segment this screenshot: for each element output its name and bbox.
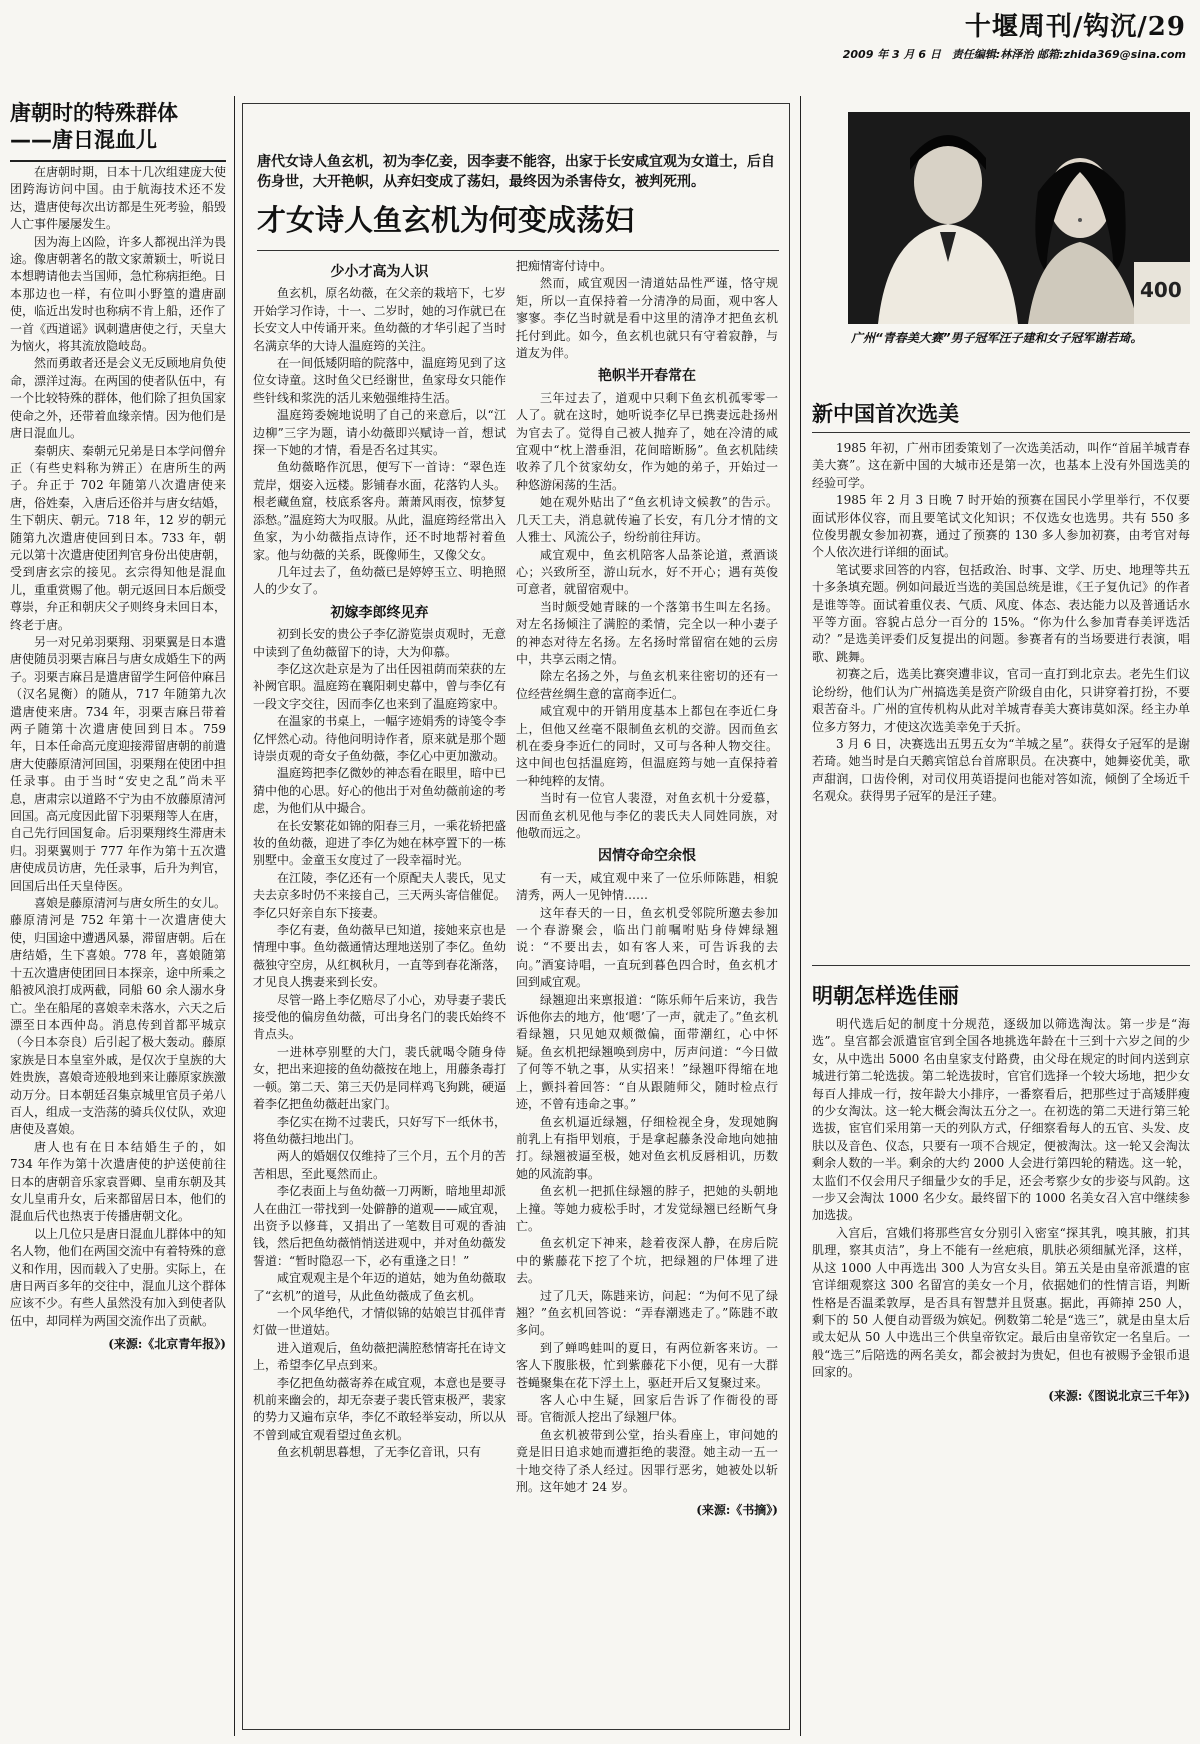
paragraph: 把痴情寄付诗中。 <box>516 259 613 273</box>
right-article1-body <box>812 440 1190 950</box>
paragraph: 除左名扬之外，与鱼玄机来往密切的还有一位经营丝绸生意的富商李近仁。 <box>516 669 778 701</box>
left-title-line2: ——唐日混血儿 <box>10 128 157 152</box>
paragraph: 几年过去了，鱼幼薇已是婷婷玉立、明艳照人的少女了。 <box>253 564 506 597</box>
paragraph: 在一间低矮阴暗的院落中，温庭筠见到了这位女诗童。这时鱼父已经谢世，鱼家母女只能作些针线和浆洗的活儿来勉强维持生活。 <box>253 356 506 405</box>
paragraph: 当时有一位官人裴澄，对鱼玄机十分爱慕，因而鱼玄机见他与李亿的裴氏夫人同姓同族，对他敬而远之。 <box>516 791 778 840</box>
column-divider-left <box>234 96 235 1736</box>
paragraph: 有一天，咸宜观中来了一位乐师陈韪，相貌清秀，两人一见钟情…… <box>516 870 778 903</box>
paragraph: 她在观外贴出了“鱼玄机诗文候教”的告示。几天工夫，消息就传遍了长安，有几分才情的文人雅士、风流公子，纷纷前往拜访。 <box>516 495 778 545</box>
paragraph: 3 月 6 日，决赛选出五男五女为“羊城之星”。获得女子冠军的是谢若琦。她当时是白天鹅宾馆总台首席职员。在决赛中，她舞姿优美，歌声甜润，口齿伶俐，对司仪用英语提问也能对答如流，倾倒了全场近千名观众。获得男子冠军的是汪子建。 <box>812 736 1190 804</box>
paragraph: 李亿有妻，鱼幼薇早已知道，接她来京也是情理中事。鱼幼薇通情达理地送别了李亿。鱼幼薇独守空房，从红枫秋月，一直等到春花渐落，才见良人携妻来到长安。 <box>253 923 506 990</box>
paragraph: 鱼玄机逼近绿翘，仔细检视全身，发现她胸前乳上有指甲划痕，于是拿起藤条没命地向她抽打。绿翘被逼至极，她对鱼玄机反唇相讥，历数她的风流韵事。 <box>516 1114 778 1181</box>
source-note: (来源:《图说北京三千年》) <box>1048 1388 1190 1403</box>
paragraph: 两人的婚姻仅仅维持了三个月，五个月的苦苦相思，至此戛然而止。 <box>253 1149 506 1181</box>
paragraph: 一个风华绝代，才情似锦的姑娘岂甘孤伴青灯做一世道姑。 <box>253 1305 506 1338</box>
paragraph: 唐人也有在日本结婚生子的，如 734 年作为第十次遣唐使的护送使前往日本的唐朝音乐家袁晋卿、皇甫东朝及其女儿皇甫升女，后来都留居日本，他们的混血后代也热衷于传播唐朝文化。 <box>10 1139 226 1224</box>
paragraph: 喜娘是藤原清河与唐女所生的女儿。藤原清河是 752 年第十一次遣唐使大使，归国途中遭遇风暴，滞留唐朝。后在唐结婚，生下喜娘。778 年，喜娘随第十五次遣唐使团回日本探亲，途中所乘之船被风浪打成两截，同船 60 余人溺水身亡。坐在船尾的喜娘幸未落水，六天之后漂至日本西仲岛。消息传到首都平城京（今日本奈良）后引起了极大轰动。藤原家族是日本皇室外戚，是仅次于皇族的大姓贵族，喜娘奇迹般地到来让藤原家族激动万分。日本朝廷召集京城里官员子弟八百人，组成一支浩荡的骑兵仪仗队，欢迎唐使及喜娘。 <box>10 896 226 1137</box>
paragraph: 三年过去了，道观中只剩下鱼玄机孤零零一人了。就在这时，她听说李亿早已携妻远赴扬州为官去了。觉得自己被人抛弃了，她在冷清的咸宜观中“枕上潜垂泪，花间暗断肠”。鱼玄机陆续收养了几个贫家幼女，作为她的弟子，开始过一种悠游闲荡的生活。 <box>516 390 778 492</box>
paragraph: 鱼玄机被带到公堂，抬头看座上，审问她的竟是旧日追求她而遭拒绝的裴澄。她主动一五一十地交待了杀人经过。因罪行恶劣，她被处以斩刑。这年她才 24 岁。 <box>516 1427 778 1495</box>
paragraph: 一进林亭别墅的大门，裴氏就喝令随身侍女，把出来迎接的鱼幼薇按在地上，用藤条毒打一顿。第二天、第三天仍是同样鸡飞狗跳，硬逼着李亿把鱼幼薇赶出家门。 <box>253 1044 506 1112</box>
paragraph: 明代选后妃的制度十分规范，逐级加以筛选淘汰。第一步是“海选”。皇宫都会派遣宦官到全国各地挑选年龄在十三到十六岁之间的少女，从中选出 5000 名由皇家支付路费，由父母在规定的时间内送到京城进行第二轮选拔。第二轮选拔时，官官们选择一个较大场地，把少女每百人排成一行，按年龄大小排序，一番察看后，把那些过于高矮胖瘦的少女淘汰。这一轮大概会淘汰五分之一。在初选的第二天进行第三轮选拔，宦官们采用第一天的列队方式，仔细察看每人的五官、头发、皮肤以及音色、仪态，只要有一项不合规定，便被淘汰。这一轮又会淘汰剩余人数的一半。剩余的大约 2000 人会进行第四轮的精选。这一轮，太监们不仅会用尺子细量少女的手足，还会考察少女的步姿与风韵。这一步又会淘汰 1000 名少女。最终留下的 1000 名美女召入宫中继续参加选拔。 <box>812 1017 1190 1223</box>
paragraph: 当时颇受她青睐的一个落第书生叫左名扬。对左名扬倾注了满腔的柔情，完全以一种小妻子的神态对待左名扬。左名扬时常留宿在她的云房中，共享云雨之情。 <box>516 599 778 666</box>
paragraph: 鱼幼薇略作沉思，便写下一首诗：“翠色连荒岸，烟姿入远楼。影铺春水面，花落钓人头。根老藏鱼窟，枝底系客舟。萧萧风雨夜，惊梦复添愁。”温庭筠大为叹服。从此，温庭筠经常出入鱼家，为小幼薇指点诗作，还不时地帮衬着鱼家。他与幼薇的关系，既像师生，又像父女。 <box>253 460 506 562</box>
paragraph: 咸宜观中，鱼玄机陪客人品茶论道，煮酒谈心；兴致所至，游山玩水，好不开心；遇有英俊可意者，就留宿观中。 <box>516 547 778 597</box>
paragraph: 咸宜观观主是个年迈的道姑，她为鱼幼薇取了“玄机”的道号，从此鱼幼薇成了鱼玄机。 <box>253 1271 506 1303</box>
paragraph: 在温家的书桌上，一幅字迹娟秀的诗笺令李亿怦然心动。待他问明诗作者，原来就是那个题诗崇贞观的奇女子鱼幼薇，李亿心中更加激动。 <box>253 714 506 763</box>
paragraph: 李亿表面上与鱼幼薇一刀两断，暗地里却派人在曲江一带找到一处僻静的道观——咸宜观，出资予以修葺，又捐出了一笔数目可观的香油钱，然后把鱼幼薇悄悄送进观中，并对鱼幼薇发誓道：“暂时隐忍一下，必有重逢之日！” <box>253 1184 506 1268</box>
paragraph: 尽管一路上李亿赔尽了小心，劝导妻子裴氏接受他的偏房鱼幼薇，可出身名门的裴氏始终不肯点头。 <box>253 992 506 1042</box>
center-article-intro: 唐代女诗人鱼玄机，初为李亿妾，因李妻不能容，出家于长安咸宜观为女道士，后自伤身世，大开艳帜，从弃妇变成了荡妇，最终因为杀害侍女，被判死刑。 <box>257 154 775 190</box>
center-title-rule <box>257 250 779 251</box>
paragraph: 鱼玄机朝思暮想，了无李亿音讯，只有 <box>277 1445 482 1460</box>
paragraph: 绿翘迎出来禀报道：“陈乐师午后来访，我告诉他你去的地方，他‘嗯’了一声，就走了。”鱼玄机看绿翘，只见她双颊微偏，面带潮红，心中怀疑。鱼玄机把绿翘唤到房中，厉声问道：“今日做了何等不轨之事，从实招来！”绿翘吓得缩在地上，颤抖着回答：“自从跟随师父，随时检点行迹，不曾有违命之事。” <box>516 992 778 1112</box>
center-article-title: 才女诗人鱼玄机为何变成荡妇 <box>257 203 635 237</box>
paragraph: 在长安繁花如锦的阳春三月，一乘花轿把盛妆的鱼幼薇，迎进了李亿为她在林亭置下的一栋别墅中。金童玉女度过了一段幸福时光。 <box>253 818 506 868</box>
paragraph: 初赛之后，选美比赛突遭非议，官司一直打到北京去。老先生们议论纷纷，他们认为广州搞选美是资产阶级自由化，只讲穿着打扮，不要艰苦奋斗。广州的宣传机构从此对羊城青春美大赛讳莫如深。经主办单位多方努力，才使这次选美幸免于夭折。 <box>812 667 1190 734</box>
section-heading: 初嫁李郎终见弃 <box>330 604 429 621</box>
paragraph: 然而勇敢者还是会义无反顾地肩负使命，漂洋过海。在两国的使者队伍中，有一个比较特殊的群体，他们除了担负国家使命之外，还带着血缘亲情。因为他们是唐日混血儿。 <box>10 356 226 441</box>
paragraph: 客人心中生疑，回家后告诉了作衙役的哥哥。官衙派人挖出了绿翘尸体。 <box>516 1393 778 1425</box>
right-article1-title: 新中国首次选美 <box>812 402 959 426</box>
right-article2-title: 明朝怎样选佳丽 <box>812 984 959 1008</box>
paragraph: 咸宜观中的开销用度基本上都包在李近仁身上，但他又丝毫不限制鱼玄机的交游。因而鱼玄机在委身李近仁的同时，又可与各种人物交往。这中间也包括温庭筠，但温庭筠与她一直保持着一种纯粹的友情。 <box>516 704 778 788</box>
center-article-column-2 <box>516 258 778 1718</box>
paragraph: 温庭筠委婉地说明了自己的来意后，以“江边柳”三字为题，请小幼薇即兴赋诗一首，想试探一下她的才情，看是否名过其实。 <box>253 408 506 458</box>
source-note: (来源:《书摘》) <box>696 1503 778 1518</box>
paragraph: 这年春天的一日，鱼玄机受邻院所邀去参加一个春游聚会，临出门前嘱咐贴身侍婢绿翘说：“不要出去，如有客人来，可告诉我的去向。”酒宴诗唱，一直玩到暮色四合时，鱼玄机才回到咸宜观。 <box>516 905 778 990</box>
section-heading: 少小才高为人识 <box>330 264 429 280</box>
paragraph: 初到长安的贵公子李亿游览崇贞观时，无意中读到了鱼幼薇留下的诗，大为仰慕。 <box>253 627 506 659</box>
left-title-line1: 唐朝时的特殊群体 <box>10 101 178 125</box>
left-title-rule <box>10 160 226 162</box>
left-article-body <box>10 164 226 1732</box>
column-divider-right <box>800 96 801 1736</box>
paragraph: 李亿这次赴京是为了出任因祖荫而荣获的左补阙官职。温庭筠在襄阳刺史幕中，曾与李亿有一段文字交往，因而李亿也来到了温庭筠家中。 <box>253 661 506 711</box>
paragraph: 过了几天，陈韪来访，问起：“为何不见了绿翘？”鱼玄机回答说：“弄春潮逃走了。”陈韪不敢多问。 <box>516 1288 778 1338</box>
paragraph: 1985 年初，广州市团委策划了一次选美活动，叫作“首届羊城青春美大赛”。这在新中国的大城市还是第一次，也基本上没有外国选美的经验可学。 <box>812 441 1190 490</box>
paragraph: 秦朝庆、秦朝元兄弟是日本学问僧弁正（有些史料称为辨正）在唐所生的两子。弁正于 702 年随第八次遣唐使来唐，俗姓秦，入唐后还俗并与唐女结婚，生下朝庆、朝元。718 年，12 岁的朝元随第九次遣唐使回到日本。733 年，朝元以第十次遣唐使团判官身份出使唐朝，受到唐玄宗的接见。玄宗得知他是混血儿，重重赏赐了他。朝元返回日本后颇受尊崇，弁正和朝庆父子则终身未回日本，终老于唐。 <box>10 443 226 632</box>
masthead: 十堰周刊/钩沉/29 <box>964 12 1186 42</box>
right-article2-body <box>812 1016 1190 1734</box>
right-article1-rule <box>812 432 1190 433</box>
paragraph: 入宫后，宫娥们将那些宫女分别引入密室“探其乳，嗅其腋，扪其肌理，察其贞洁”，身上不能有一丝疤痕，肌肤必须细腻光泽，这样，从这 1000 人中再选出 300 人为宫女头目。第五关是由皇帝派遣的宦官详细观察这 300 名留宫的美女一个月，依据她们的性情言语，判断性格是否温柔敦厚，是否具有智慧并且贤惠。据此，再筛掉 250 人，剩下的 50 人便自动晋级为嫔妃。例数第二轮是“选三”，就是由皇太后或太妃从 50 人中选出三个供皇帝钦定。最后由皇帝钦定一名皇后。一般“选三”后陪选的两名美女，都会被封为贵妃，但也有被赐予金银币退回家的。 <box>812 1225 1190 1380</box>
paragraph: 李亿实在拗不过裴氏，只好写下一纸休书，将鱼幼薇扫地出门。 <box>253 1114 506 1146</box>
left-article-title <box>10 100 226 154</box>
paragraph: 温庭筠把李亿微妙的神态看在眼里，暗中已猜中他的心思。好心的他出于对鱼幼薇前途的考虑，为他们从中撮合。 <box>253 766 506 816</box>
paragraph: 以上几位只是唐日混血儿群体中的知名人物，他们在两国交流中有着特殊的意义和作用，因而载入了史册。实际上，在唐日两百多年的交往中，混血儿这个群体应该不少。有些人虽然没有加入到使者队伍中，却同样为两国交流作出了贡献。 <box>10 1226 226 1328</box>
paragraph: 在唐朝时期，日本十几次组建庞大使团跨海访问中国。由于航海技术还不发达，遣唐使每次出访都是生死考验，船毁人亡事件屡屡发生。 <box>10 165 226 232</box>
section-heading: 艳帜半开春常在 <box>598 368 696 385</box>
center-article-column-1 <box>253 258 506 1718</box>
paragraph: 笔试要求回答的内容，包括政治、时事、文学、历史、地理等共五十多条填充题。例如问最近当选的美国总统是谁，《王子复仇记》的作者是谁等等。面试着重仪表、气质、风度、体态、表达能力以及普通话水平等方面。容貌占总分一百分的 15%。“你为什么参加青春美评选活动？”是选美评委们反复提出的问题。参赛者有的当场要进行表演，唱歌、跳舞。 <box>812 562 1190 664</box>
paragraph: 鱼玄机，原名幼薇，在父亲的栽培下，七岁开始学习作诗，十一、二岁时，她的习作就已在长安文人中传诵开来。鱼幼薇的才华引起了当时名满京华的大诗人温庭筠的关注。 <box>253 286 506 353</box>
paragraph: 鱼玄机一把抓住绿翘的脖子，把她的头朝地上撞。等她力疲松手时，才发觉绿翘已经断气身亡。 <box>516 1184 778 1233</box>
source-note: (来源:《北京青年报》) <box>108 1337 226 1352</box>
paragraph: 然而，咸宜观因一清道姑品性严谨，恪守规矩，所以一直保持着一分清净的局面，观中客人寥寥。李亿当时就是看中这里的清净才把鱼玄机托付到此。如今，鱼玄机也就只有守着寂静，与道友为伴。 <box>516 276 778 361</box>
right-article2-top-rule <box>812 965 1190 966</box>
photo-sash-number: 400 <box>1140 278 1182 302</box>
photo-caption: 广州“青春美大赛”男子冠军汪子建和女子冠军谢若琦。 <box>851 331 1143 345</box>
paragraph: 另一对兄弟羽栗翔、羽栗翼是日本遣唐使随员羽栗吉麻吕与唐女成婚生下的两子。羽栗吉麻吕是遣唐留学生阿倍仲麻吕（汉名晁衡）的随从，717 年随第九次遣唐使来唐。734 年，羽栗吉麻吕带着两子随第十次遣唐使回到日本。759 年，日本任命高元度迎接滞留唐朝的前遣唐大使藤原清河回国，羽栗翔在使团中担任录事。由于当时“安史之乱”尚未平息，唐肃宗以道路不宁为由不放藤原清河回国。高元度因此留下羽栗翔等人在唐，自己先行回国复命。后羽栗翔终生滞唐未归。羽栗翼则于 777 年作为第十五次遣唐使成员访唐，先任录事，后升为判官，回国后出任天皇侍医。 <box>10 634 226 893</box>
paragraph: 李亿把鱼幼薇寄养在咸宜观，本意也是要寻机前来幽会的，却无奈妻子裴氏管束极严，裴家的势力又遍布京华，李亿不敢轻举妄动，所以从不曾到咸宜观看望过鱼玄机。 <box>253 1375 506 1442</box>
dateline: 2009 年 3 月 6 日 责任编辑:林泽治 邮箱:zhida369@sina.com <box>842 48 1186 61</box>
section-heading: 因情夺命空余恨 <box>598 848 696 865</box>
paragraph: 到了蝉鸣蛙叫的夏日，有两位新客来访。一客人下腹胀极，忙到紫藤花下小便，见有一大群苍蝇聚集在花下浮土上，驱赶开后又复聚过来。 <box>516 1340 778 1390</box>
paragraph: 进入道观后，鱼幼薇把满腔愁情寄托在诗文上，希望李亿早点到来。 <box>253 1340 506 1373</box>
contest-winners-photo <box>848 112 1190 324</box>
paragraph: 因为海上凶险，许多人都视出洋为畏途。像唐朝著名的散文家萧颖士，听说日本想聘请他去当国师，急忙称病拒绝。日本那边也一样，有位叫小野篁的遣唐副使，临近出发时也称病不肯上船，还作了一首《西道谣》讽刺遣唐使之行，天皇大为恼火，将其流放隐岐岛。 <box>10 234 226 354</box>
paragraph: 1985 年 2 月 3 日晚 7 时开始的预赛在国民小学里举行，不仅要面试形体仪容，而且要笔试文化知识；不仅选女也选男。共有 550 多位俊男靓女参加初赛，通过了预赛的 130 多人参加初赛，由考官对每个人依次进行详细的面试。 <box>812 493 1190 560</box>
paragraph: 在江陵，李亿还有一个原配夫人裴氏，见丈夫去京多时仍不来接自己，三天两头寄信催促。李亿只好亲自东下接妻。 <box>253 870 506 920</box>
paragraph: 鱼玄机定下神来，趁着夜深人静，在房后院中的紫藤花下挖了个坑，把绿翘的尸体埋了进去。 <box>516 1236 778 1286</box>
